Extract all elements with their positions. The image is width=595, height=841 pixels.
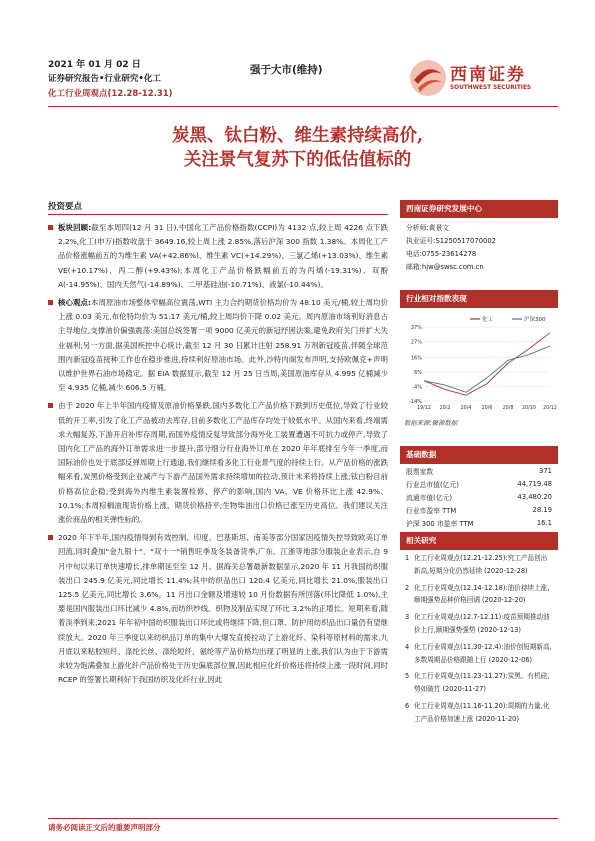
weekly-title: 化工行业周观点(12.28-12.31) <box>48 89 173 99</box>
x-tick-label: 20/12 <box>543 406 557 411</box>
row-label: 流通市值(亿元) <box>406 493 453 502</box>
para-text: 2020 年下半年,国内疫情得到有效控制、印度、巴基斯坦、南美等部分国家因疫情失控导致欧美订单回流,同时叠加"金九银十"、"双十一"销售旺季及冬装备货季,广东、江浙等地部分服装企业表示,自 9 月中旬以来订单快速增长,排单期延至至 12 月。据海关总署最新数据显示,2020 年 11 月我国纺织服装出口 245.9 亿美元,同比增长 11.4%;其中纺织品出口 120.4 亿美元,同比增长 21.0%,服装出口 125.5 亿美元,同比增长 3.6%。11 月出口金额及增速较 10 月份数据有所回落(环比降低 1.0%),主要是国内服装出口环比减少 4.8%,而纺织纱线、织物及制品实现了环比 3.2%的正增长。短期来看,随着淡季到来,2021 年年初中国纺织服装出口环比或将继续下降,但口罩、防护用纺织品出口量仍有望继续放大。2020 年三季度以来纺织品订单的集中大爆发直接拉动了上游化纤、染料等原材料的需求,九月底以来粘胶短纤、涤纶长丝、涤纶短纤、氨纶等产品价格均出现了明显的上涨,我们认为由于下游需求较为饱满叠加上游化纤产品价格处于历史偏底部位置,因此相应化纤价格还将持续上涨一段时间,同时 RCEP 的签署长期利好于我国纺织及化纤行业,因此 <box>58 533 388 685</box>
legend-label: 沪深300 <box>524 317 546 323</box>
table-row <box>400 516 558 529</box>
related-text: 化工行业周观点(11.30-12.4):油价创短期新高,多数周期品价格跟随上行 (2020-12-06) <box>414 642 552 664</box>
related-text: 化工行业周观点(11.23-11.27):炭黑、有机硅,势如破竹 (2020-11-27) <box>414 672 550 694</box>
paragraph-review <box>48 221 388 292</box>
x-tick-label: 20/4 <box>460 406 472 411</box>
chart-source: 数据来源:聚源数据 <box>404 419 458 427</box>
related-header: 相关研究 <box>400 532 558 550</box>
para-lead: 核心观点: <box>58 298 91 308</box>
x-tick-label: 20/2 <box>439 406 451 411</box>
report-type: 证券研究报告•行业研究•化工 <box>48 74 161 84</box>
series-line-1 <box>424 346 550 392</box>
y-tick-label: 16% <box>410 355 422 362</box>
row-value: 371 <box>539 466 552 475</box>
y-tick-label: 6% <box>414 369 422 376</box>
footer-disclaimer: 请务必阅读正文后的重要声明部分 <box>48 823 161 832</box>
para-text: 由于 2020 年上半年国内疫情及原油价格暴跌,国内多数化工产品价格下跌到历史低位,导致了行业较低的开工率,引发了化工产品被动去库存,目前多数化工产品库存均处于较低水平。从国内来看,终端需求大幅复苏,下游开启补库存周期,而国外疫情反复导致部分海外化工装置遭遇不可抗力或停产,导致了国内化工产品的海外订单需求进一步提升,部分细分行业海外订单在 2020 年年底排至今年一季度,而国际油价也处于底部反弹周期上行通道,我们继续看多化工行业景气度的持续上行。从产品价格的涨跌幅来看,炭黑价格受到企业减产与下游产品国外需求持续增加的拉动,预计未来将持续上涨;钛白粉目前价格高位企稳;受到海外内维生素装置检修、停产的影响,国内 VA、VE 价格环比上涨 42.9%、10.1%;本周棕榈油现货价格上涨、期货价格持平;生物柴油出口价格已涨至历史高位。我们建议关注涨价商品的相关弹性标的。 <box>58 401 388 525</box>
para-lead: 板块回顾: <box>58 223 92 232</box>
header-divider <box>48 106 558 107</box>
y-tick-label: 27% <box>410 339 422 346</box>
rating: 强于大市(维持) <box>250 64 323 76</box>
related-text: 化工行业周观点(12.7-12.11):疫苗预期推动油价上行,顺期强势强势 (2020-12-13) <box>414 613 550 634</box>
related-research-section <box>400 532 558 728</box>
row-label: 沪深 300 市盈率 TTM <box>406 519 474 528</box>
x-tick-label: 20/8 <box>502 406 514 411</box>
table-row <box>400 490 558 503</box>
related-item[interactable]: 3 化工行业周观点(12.7-12.11):疫苗预期推动油价上行,顺期强势强势 (2020-12-13) <box>405 613 550 634</box>
x-tick-label: 19/12 <box>417 406 431 411</box>
basic-data-table <box>400 464 558 529</box>
y-tick-label: -4% <box>412 384 422 391</box>
report-title-line1: 炭黑、钛白粉、维生素持续高价, <box>171 126 424 146</box>
related-text: 化工行业周观点(11.16-11.20):周期的力量,化工产品价格加速上涨 (2020-11-20) <box>414 701 550 723</box>
series-line-0 <box>424 333 550 395</box>
section-divider <box>48 214 388 215</box>
index-section <box>400 290 558 308</box>
row-label: 行业市盈率 TTM <box>406 506 457 515</box>
table-row <box>400 477 558 490</box>
related-item[interactable]: 5 化工行业周观点(11.23-11.27):炭黑、有机硅,势如破竹 (2020-11-27) <box>405 672 550 694</box>
related-text: 化工行业周观点(12.14-12.18):油价持续上涨,顺期强势品种价格回调 (2020-12-20) <box>414 583 550 605</box>
table-row <box>400 464 558 477</box>
related-item[interactable]: 4 化工行业周观点(11.30-12.4):油价创短期新高,多数周期品价格跟随上行 (2020-12-06) <box>405 642 552 664</box>
sidebar <box>400 200 558 278</box>
bullet-icon <box>48 300 53 305</box>
para-text: 截至本周四(12 月 31 日),中国化工产品价格指数(CCPI)为 4132 点,较上周 4226 点下跌 2.2%,化工(申万)指数收盘于 3649.16,较上周上涨 2.85%,落后沪深 300 指数 1.38%。本周化工产品价格涨幅前五的为维生素 VA(+42.86%)、维生素 VC(+14.29%)、三氯乙烯(+13.03%)、维生素 VE(+10.17%)、丙二醇(+9.43%);本周化工产品价格跌幅前五的为丙烯(-19.31%)、双酚 A(-14.95%)、国内天然气(-14.89%)、二甲基硅油(-10.71%)、液氯(-10.44%)。 <box>58 223 388 289</box>
y-tick-label: -14% <box>409 399 422 405</box>
related-text: 化工行业周观点(12.21-12.25):究工产品创出新高,短期分化仍然延续 (2020-12-28) <box>414 554 548 575</box>
row-value: 16.1 <box>536 518 552 527</box>
license-number: 执业证号:S1250517070002 <box>406 237 497 245</box>
y-tick-label: 37% <box>410 325 422 331</box>
paragraph-core-view <box>48 296 388 395</box>
row-label: 股票家数 <box>406 467 434 476</box>
para-text: 本周原油市场整体窄幅高位震荡,WTI 主力合约期货价格均价为 48.10 美元/桶,较上周均价上涨 0.03 美元,布伦特均价为 51.17 美元/桶,较上周均价下降 0.02 美元。周内原油市场利好消息占主导地位,支撑油价偏强震荡:美国总统签署一项 9000 亿美元的新冠纾困法案,避免政府关门并扩大失业福利;另一方面,据美国疾控中心统计,截至 12 月 30 日累计注射 258.91 万剂新冠疫苗,伴随全球范围内新冠疫苗接种工作也在稳步推进,持续利好原油市场。此外,沙特内阁发布声明,支持欧佩克+声明以维护世界石油市场稳定。据 EIA 数据显示,截至 12 月 25 日当周,美国原油库存从 4.995 亿桶减少至 4.935 亿桶,减少 606.5 万桶。 <box>58 298 388 393</box>
paragraph-textile <box>48 531 388 687</box>
logo-text-en: SOUTHWEST SECURITIES <box>450 85 532 91</box>
x-tick-label: 20/6 <box>481 406 493 411</box>
related-item[interactable]: 2 化工行业周观点(12.14-12.18):油价持续上涨,顺期强势品种价格回调 (2020-12-20) <box>405 583 550 605</box>
paragraph-outlook <box>48 399 388 527</box>
bullet-icon <box>48 403 53 408</box>
bullet-icon <box>48 225 53 230</box>
report-date: 2021 年 01 月 02 日 <box>48 60 141 70</box>
legend-label: 化工 <box>482 317 494 323</box>
row-value: 28.19 <box>532 505 552 514</box>
row-label: 行业总市值(亿元) <box>406 480 459 489</box>
related-item[interactable]: 1 化工行业周观点(12.21-12.25):究工产品创出新高,短期分化仍然延续 (2020-12-28) <box>405 554 548 575</box>
basic-data-header: 基础数据 <box>400 446 558 464</box>
index-chart <box>400 313 558 413</box>
x-tick-label: 20/10 <box>522 406 536 411</box>
phone: 电话:0755-23614278 <box>406 250 477 258</box>
index-header: 行业相对指数表现 <box>400 290 558 308</box>
section-heading: 投资要点 <box>48 202 83 212</box>
analyst-name: 分析师:黄景文 <box>406 224 450 232</box>
table-row <box>400 503 558 516</box>
report-title-line2: 关注景气复苏下的低估值标的 <box>183 150 412 170</box>
analyst-contact <box>400 218 558 278</box>
research-center-header: 西南证券研究发展中心 <box>400 200 558 218</box>
related-item[interactable]: 6 化工行业周观点(11.16-11.20):周期的力量,化工产品价格加速上涨 (2020-11-20) <box>405 701 550 723</box>
footer-divider <box>48 818 558 819</box>
basic-data-section <box>400 446 558 529</box>
main-content <box>48 200 388 692</box>
email-link[interactable]: 邮箱:hjw@swsc.com.cn <box>406 263 484 271</box>
logo-mark-icon <box>408 58 448 98</box>
row-value: 43,480.20 <box>517 492 552 501</box>
logo-text-cn: 西南证券 <box>450 65 526 85</box>
row-value: 44,719.48 <box>517 479 552 488</box>
bullet-icon <box>48 535 53 540</box>
